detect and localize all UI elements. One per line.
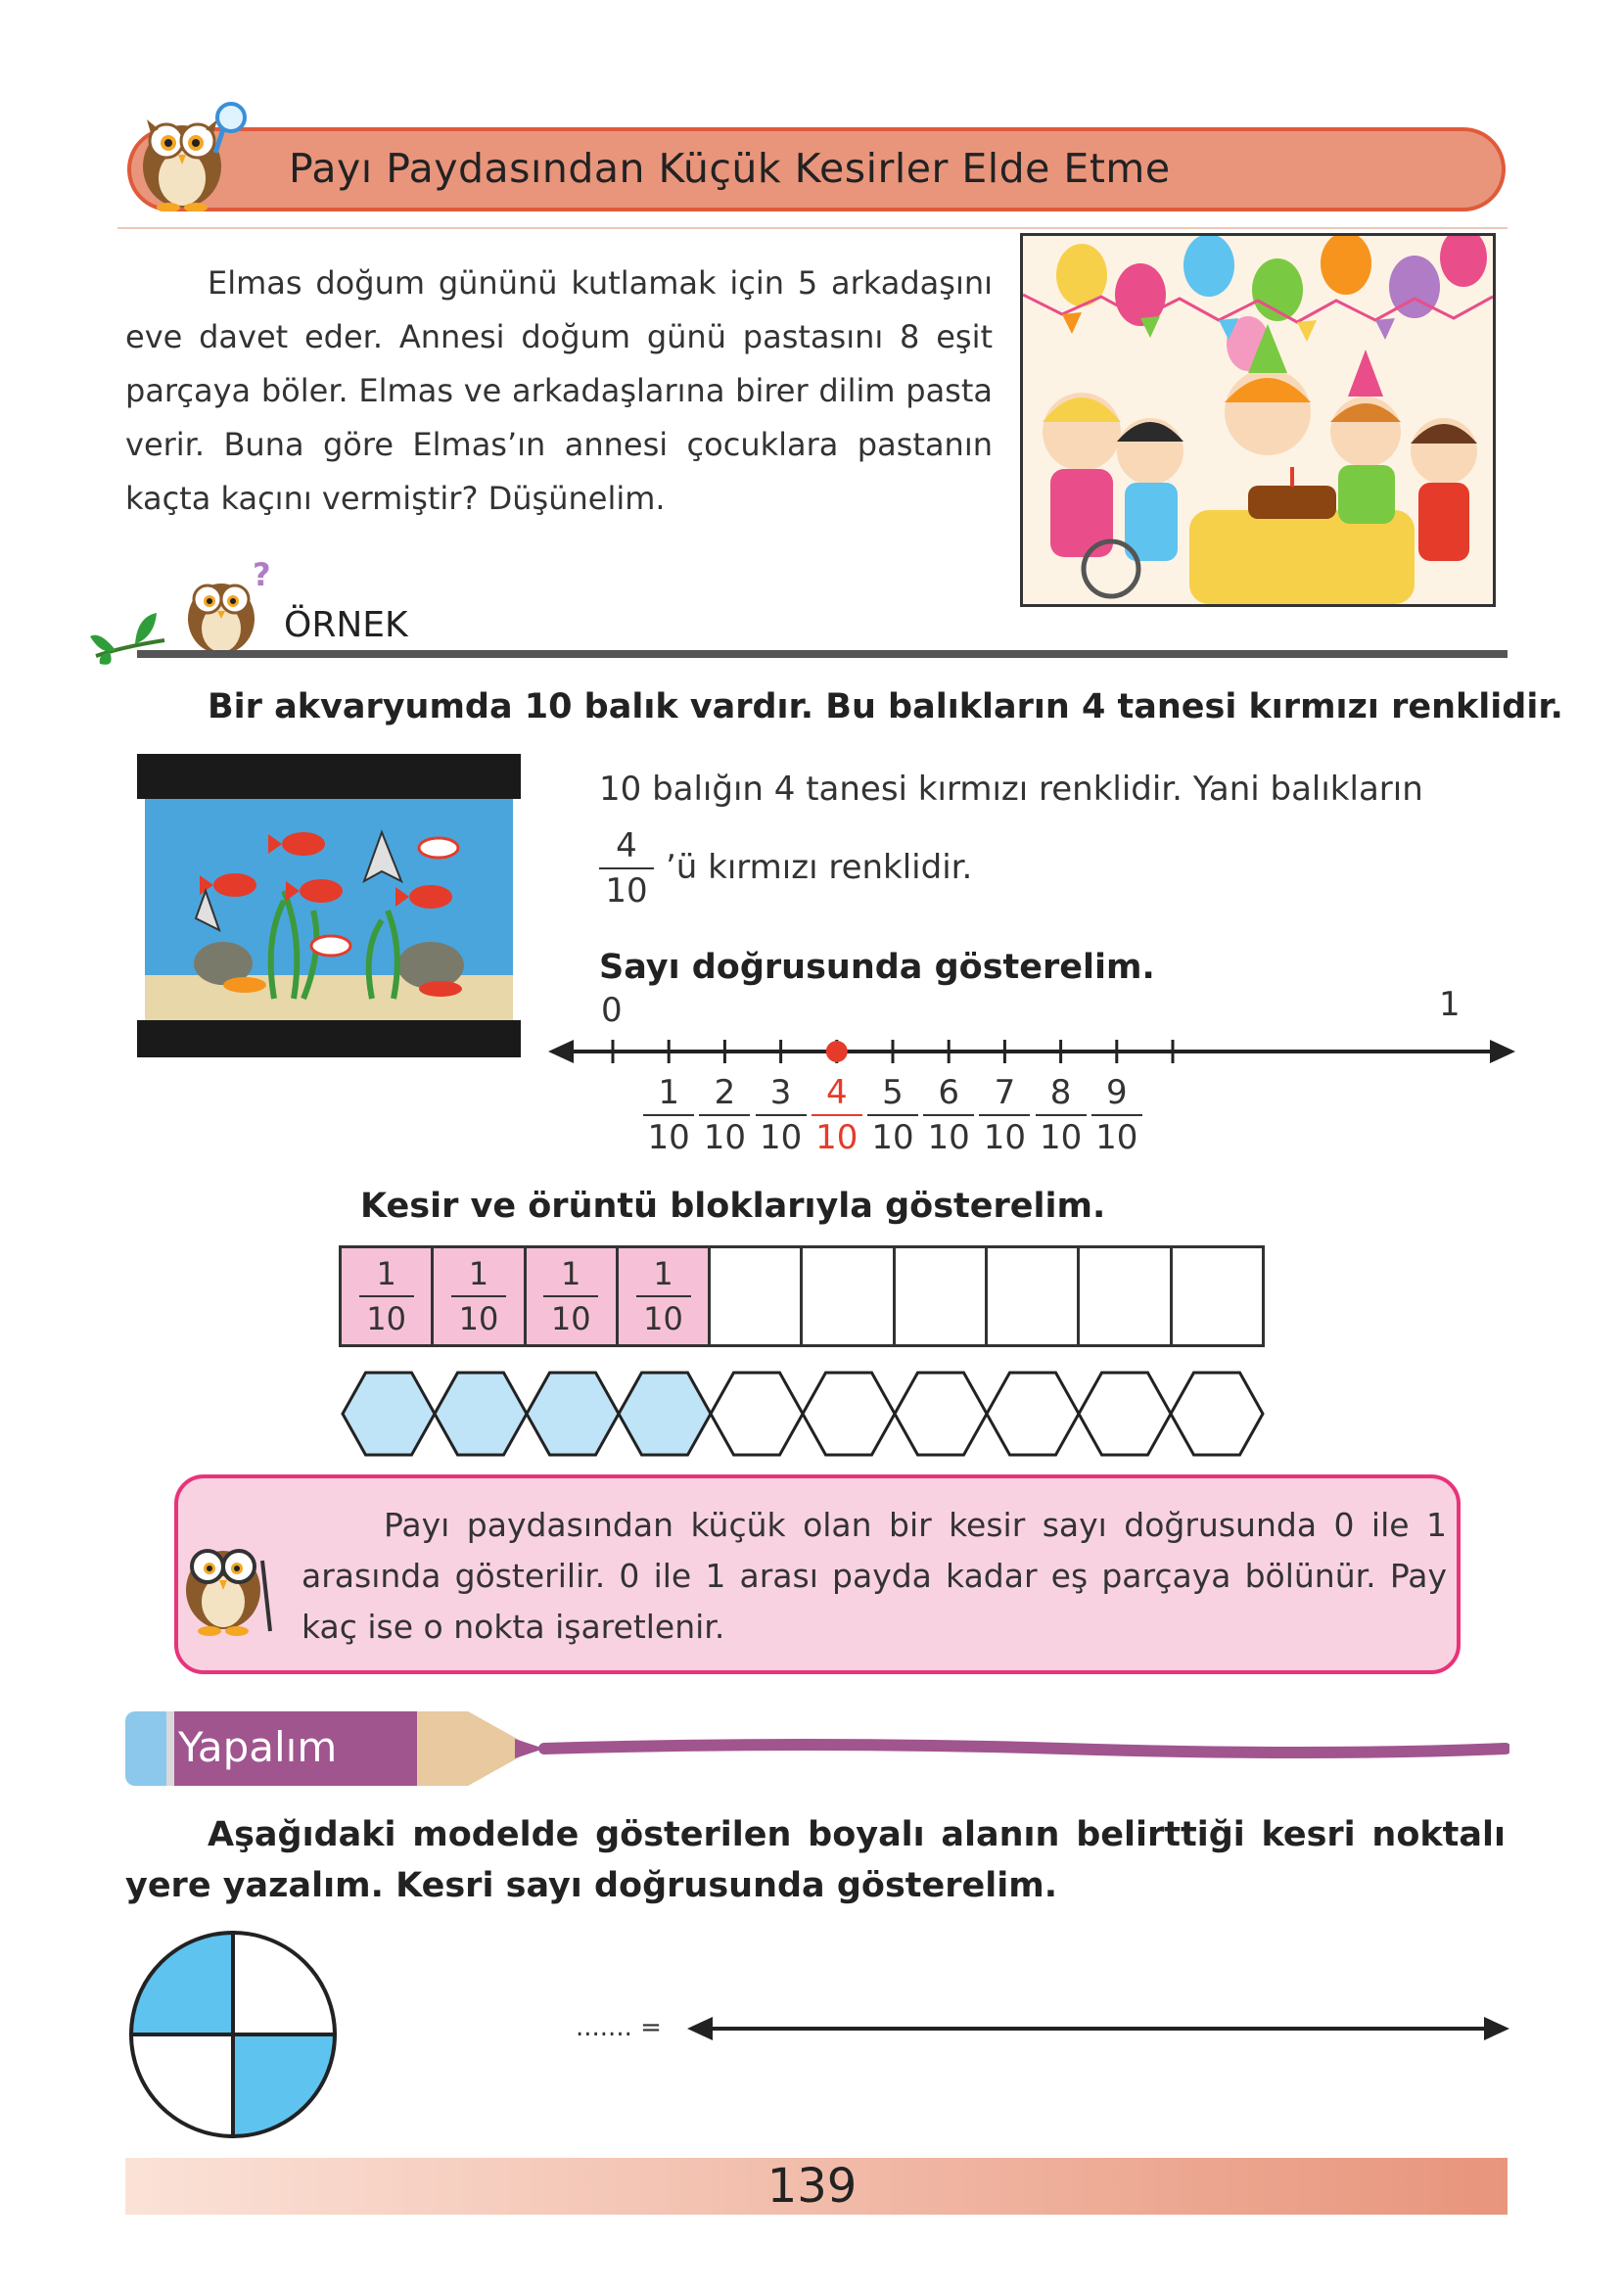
number-line-tick-label: 4 10 bbox=[812, 1073, 862, 1157]
yapalim-label: Yapalım bbox=[178, 1723, 338, 1771]
explanation-fraction: 4 10 bbox=[599, 826, 654, 911]
birthday-party-illustration bbox=[1020, 233, 1496, 607]
page-number: 139 bbox=[766, 2159, 858, 2214]
number-line-right-arrow bbox=[1490, 1040, 1515, 1063]
fraction-block bbox=[434, 1248, 526, 1344]
example-heading: ÖRNEK bbox=[284, 605, 408, 645]
number-line-tick-label: 9 10 bbox=[1091, 1073, 1142, 1157]
fraction-block-label: 1 10 bbox=[451, 1254, 506, 1338]
fraction-block bbox=[1080, 1248, 1172, 1344]
empty-number-line bbox=[687, 2011, 1509, 2046]
fraction-blocks bbox=[339, 1245, 1265, 1347]
hexagon-block bbox=[711, 1373, 803, 1455]
owl-teacher-icon bbox=[172, 1521, 282, 1637]
number-line-tick-label: 7 10 bbox=[979, 1073, 1030, 1157]
title-divider bbox=[117, 227, 1508, 229]
aquarium-illustration bbox=[137, 754, 521, 1057]
example-explanation-line2: ’ü kırmızı renklidir. bbox=[666, 848, 973, 887]
number-line-marker bbox=[826, 1041, 848, 1062]
number-line-tick-label: 5 10 bbox=[867, 1073, 918, 1157]
quarter-circle-model bbox=[125, 1927, 341, 2142]
number-line-tick-label: 6 10 bbox=[923, 1073, 974, 1157]
blocks-title: Kesir ve örüntü bloklarıyla gösterelim. bbox=[360, 1187, 1106, 1226]
fraction-block bbox=[803, 1248, 895, 1344]
fraction-block-label: 1 10 bbox=[359, 1254, 414, 1338]
fraction-block bbox=[896, 1248, 988, 1344]
example-explanation-line1: 10 balığın 4 tanesi kırmızı renklidir. Yani balıkların bbox=[599, 770, 1423, 809]
number-line-tick-label: 2 10 bbox=[699, 1073, 750, 1157]
hexagon-block bbox=[895, 1373, 987, 1455]
hexagon-block bbox=[527, 1373, 619, 1455]
fraction-block bbox=[342, 1248, 434, 1344]
fraction-block bbox=[988, 1248, 1080, 1344]
owl-question-icon bbox=[174, 558, 278, 656]
circle-quarter bbox=[131, 1933, 233, 2034]
circle-quarter bbox=[131, 2034, 233, 2136]
hexagon-block bbox=[1079, 1373, 1171, 1455]
number-line-tick-label: 3 10 bbox=[756, 1073, 807, 1157]
fraction-block bbox=[1173, 1248, 1262, 1344]
number-line-left-arrow bbox=[548, 1040, 574, 1063]
fraction-block-label: 1 10 bbox=[543, 1254, 598, 1338]
number-line-tick-label: 8 10 bbox=[1036, 1073, 1087, 1157]
hexagon-block bbox=[343, 1373, 435, 1455]
hexagon-block bbox=[803, 1373, 895, 1455]
hexagon-block bbox=[619, 1373, 711, 1455]
number-line-title: Sayı doğrusunda gösterelim. bbox=[599, 948, 1155, 987]
number-line-tick-label: 1 10 bbox=[643, 1073, 694, 1157]
owl-magnifier-icon bbox=[125, 90, 253, 211]
example-divider bbox=[137, 650, 1508, 658]
answer-placeholder[interactable]: ....... = bbox=[576, 2013, 662, 2042]
fraction-block bbox=[711, 1248, 803, 1344]
number-line-start-label: 0 bbox=[601, 991, 623, 1030]
fraction-block bbox=[619, 1248, 711, 1344]
intro-paragraph: Elmas doğum gününü kutlamak için 5 arkadaşını eve davet eder. Annesi doğum günü pastasını 8 eşit parçaya böler. Elmas ve arkadaşlarına birer dilim pasta verir. Buna göre Elmas’ın annesi çocuklara pastanın kaçta kaçını vermiştir? Düşünelim. bbox=[125, 264, 993, 517]
circle-quarter bbox=[233, 1933, 335, 2034]
example-sentence: Bir akvaryumda 10 balık vardır. Bu balıkların 4 tanesi kırmızı renklidir. bbox=[208, 687, 1563, 726]
yapalim-task: Aşağıdaki modelde gösterilen boyalı alanın belirttiği kesri noktalı yere yazalım. Kesri sayı doğrusunda gösterelim. bbox=[125, 1815, 1506, 1905]
page-title: Payı Paydasından Küçük Kesirler Elde Etme bbox=[289, 145, 1171, 192]
fraction-block-label: 1 10 bbox=[636, 1254, 691, 1338]
number-line-end-label: 1 bbox=[1439, 985, 1461, 1024]
pattern-block-hexagons bbox=[339, 1367, 1269, 1465]
hexagon-block bbox=[1171, 1373, 1263, 1455]
number-line bbox=[548, 1032, 1517, 1071]
hexagon-block bbox=[435, 1373, 527, 1455]
circle-quarter bbox=[233, 2034, 335, 2136]
fraction-block bbox=[527, 1248, 619, 1344]
rule-note-text: Payı paydasından küçük olan bir kesir sayı doğrusunda 0 ile 1 arasında gösterilir. 0 ile 1 arası payda kadar eş parçaya bölünür. Pay kaç ise o nokta işaretlenir. bbox=[302, 1506, 1447, 1646]
svg-text:?: ? bbox=[253, 558, 271, 593]
hexagon-block bbox=[987, 1373, 1079, 1455]
